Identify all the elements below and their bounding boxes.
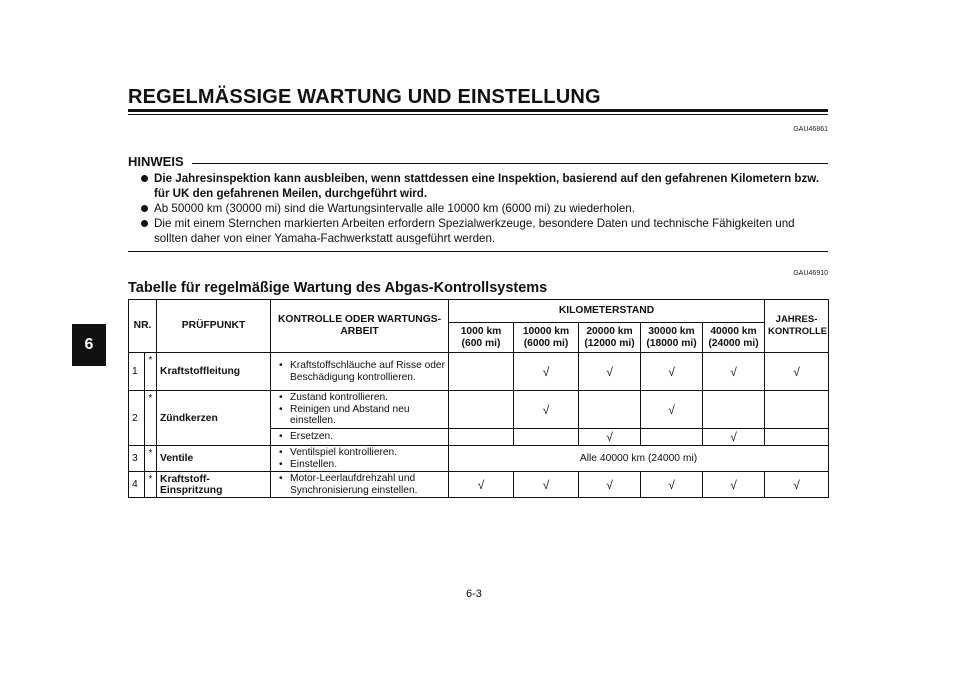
- check-cell: [765, 429, 829, 446]
- row-work: • Motor-Leerlaufdrehzahl und Synchronisierung einstellen.: [271, 472, 449, 498]
- header-km-group: KILOMETERSTAND: [449, 300, 765, 323]
- row-work: • Ventilspiel kontrollieren. • Einstellen.: [271, 446, 449, 472]
- check-cell: √: [641, 472, 703, 498]
- page-title: REGELMÄSSIGE WARTUNG UND EINSTELLUNG: [128, 86, 601, 108]
- header-item: PRÜFPUNKT: [157, 300, 271, 353]
- check-cell: √: [514, 391, 579, 429]
- row-number: 2: [129, 391, 145, 446]
- page-number: 6-3: [466, 588, 482, 600]
- bullet-icon: [141, 175, 148, 182]
- check-cell: [703, 391, 765, 429]
- title-rule: [128, 109, 828, 112]
- star-marker: *: [145, 472, 157, 498]
- note-end-rule: [128, 251, 828, 252]
- header-km-40000: 40000 km (24000 mi): [703, 323, 765, 353]
- check-cell: [449, 391, 514, 429]
- check-cell: √: [449, 472, 514, 498]
- bullet-icon: [141, 205, 148, 212]
- table-row: [129, 472, 829, 498]
- row-number: 4: [129, 472, 145, 498]
- note-item: Die Jahresinspektion kann ausbleiben, wenn stattdessen eine Inspektion, basierend auf den gefahrenen Kilometern bzw. für UK den gefahrenen Meilen, durchgeführt wird.: [128, 171, 830, 201]
- check-cell: √: [579, 472, 641, 498]
- row-item: Kraftstoff-Einspritzung: [157, 472, 271, 498]
- reference-code: GAU46910: [793, 270, 828, 277]
- row-work: • Kraftstoffschläuche auf Risse oder Beschädigung kontrollieren.: [271, 353, 449, 391]
- table-row: [129, 353, 829, 391]
- check-cell: [641, 429, 703, 446]
- row-number: 1: [129, 353, 145, 391]
- star-marker: *: [145, 446, 157, 472]
- check-cell: √: [579, 429, 641, 446]
- star-marker: *: [145, 391, 157, 446]
- bullet-icon: [141, 220, 148, 227]
- header-km-20000: 20000 km (12000 mi): [579, 323, 641, 353]
- check-cell: √: [703, 472, 765, 498]
- section-title: Tabelle für regelmäßige Wartung des Abgas-Kontrollsystems: [128, 280, 548, 296]
- note-label: HINWEIS: [128, 154, 184, 169]
- row-work: • Zustand kontrollieren. • Reinigen und Abstand neu einstellen.: [271, 391, 449, 429]
- note-rule: [192, 163, 828, 164]
- row-work: • Ersetzen.: [271, 429, 449, 446]
- check-cell: [514, 429, 579, 446]
- check-cell: √: [579, 353, 641, 391]
- note-list: [128, 171, 830, 246]
- check-cell: [765, 391, 829, 429]
- check-cell: √: [703, 353, 765, 391]
- row-item: Kraftstoffleitung: [157, 353, 271, 391]
- chapter-tab: 6: [72, 324, 106, 366]
- reference-code: GAU46861: [793, 126, 828, 133]
- check-cell: [449, 429, 514, 446]
- header-km-1000: 1000 km (600 mi): [449, 323, 514, 353]
- header-km-10000: 10000 km (6000 mi): [514, 323, 579, 353]
- check-cell: √: [765, 353, 829, 391]
- check-cell: [579, 391, 641, 429]
- row-item: Zündkerzen: [157, 391, 271, 446]
- row-number: 3: [129, 446, 145, 472]
- check-cell: √: [641, 391, 703, 429]
- note-item: Die mit einem Sternchen markierten Arbeiten erfordern Spezialwerkzeuge, besondere Daten und technische Fähigkeiten und sollten daher von einer Yamaha-Fachwerkstatt ausgeführt werden.: [128, 216, 830, 246]
- check-cell: √: [514, 472, 579, 498]
- interval-text: Alle 40000 km (24000 mi): [449, 446, 829, 472]
- check-cell: √: [514, 353, 579, 391]
- star-marker: *: [145, 353, 157, 391]
- maintenance-table: [128, 299, 829, 498]
- header-nr: NR.: [129, 300, 157, 353]
- header-annual: JAHRES-KONTROLLE: [765, 300, 829, 353]
- note-item: Ab 50000 km (30000 mi) sind die Wartungsintervalle alle 10000 km (6000 mi) zu wiederholen.: [128, 201, 830, 216]
- header-km-30000: 30000 km (18000 mi): [641, 323, 703, 353]
- check-cell: √: [765, 472, 829, 498]
- table-row: [129, 446, 829, 472]
- title-rule-thin: [128, 114, 828, 115]
- header-work: KONTROLLE ODER WARTUNGS-ARBEIT: [271, 300, 449, 353]
- check-cell: [449, 353, 514, 391]
- row-item: Ventile: [157, 446, 271, 472]
- check-cell: √: [703, 429, 765, 446]
- check-cell: √: [641, 353, 703, 391]
- table-row: [129, 391, 829, 429]
